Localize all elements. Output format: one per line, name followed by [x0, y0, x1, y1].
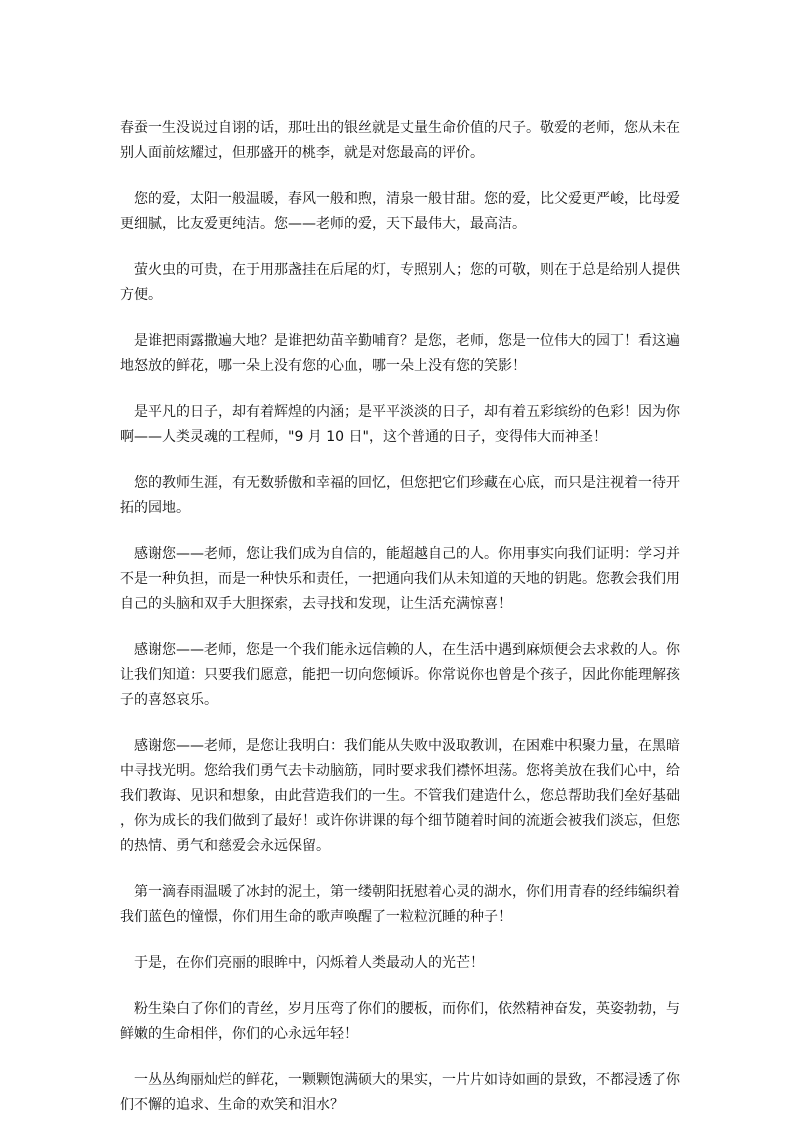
paragraph-gardener: 是谁把雨露撒遍大地？是谁把幼苗辛勤哺育？是您，老师，您是一位伟大的园丁！看这遍地怒放的鲜花，哪一朵上没有您的心血，哪一朵上没有您的笑影！ — [120, 333, 680, 374]
paragraph-thanks-trust: 感谢您——老师，您是一个我们能永远信赖的人，在生活中遇到麻烦便会去求救的人。你让我们知道：只要我们愿意，能把一切向您倾诉。你常说你也曾是个孩子，因此你能理解孩子的喜怒哀乐。 — [120, 642, 680, 708]
paragraph-silkworm: 春蚕一生没说过自诩的话，那吐出的银丝就是丈量生命价值的尺子。敬爱的老师，您从未在别人面前炫耀过，但那盛开的桃李，就是对您最高的评价。 — [120, 120, 680, 161]
paragraph-spring-rain: 第一滴春雨温暖了冰封的泥土，第一缕朝阳抚慰着心灵的湖水，你们用青春的经纬编织着我们蓝色的憧憬，你们用生命的歌声唤醒了一粒粒沉睡的种子！ — [120, 884, 680, 925]
paragraph-grey-hair: 粉生染白了你们的青丝，岁月压弯了你们的腰板，而你们，依然精神奋发，英姿勃勃，与鲜嫩的生命相伴，你们的心永远年轻！ — [120, 1001, 680, 1042]
paragraph-firefly: 萤火虫的可贵，在于用那盏挂在后尾的灯，专照别人；您的可敬，则在于总是给别人提供方便。 — [120, 262, 680, 303]
paragraph-ordinary-day: 是平凡的日子，却有着辉煌的内涵；是平平淡淡的日子，却有着五彩缤纷的色彩！因为你啊——人类灵魂的工程师，"9 月 10 日"，这个普通的日子，变得伟大而神圣！ — [120, 404, 680, 445]
document-page — [120, 116, 684, 1139]
paragraph-flowers: 一丛丛绚丽灿烂的鲜花，一颗颗饱满硕大的果实，一片片如诗如画的景致，不都浸透了你们不懈的追求、生命的欢笑和泪水？ — [120, 1072, 680, 1113]
paragraph-career: 您的教师生涯，有无数骄傲和幸福的回忆，但您把它们珍藏在心底，而只是注视着一待开拓的园地。 — [120, 475, 680, 516]
paragraph-thanks-lessons: 感谢您——老师，是您让我明白：我们能从失败中汲取教训，在困难中积聚力量，在黑暗中寻找光明。您给我们勇气去卡动脑筋，同时要求我们襟怀坦荡。您将美放在我们心中，给我们教诲、见识和想象，由此营造我们的一生。不管我们建造什么，您总帮助我们垒好基础，你为成长的我们做到了最好！或许你讲课的每个细节随着时间的流逝会被我们淡忘，但您的热情、勇气和慈爱会永远保留。 — [120, 738, 680, 854]
paragraph-teacher-love: 您的爱，太阳一般温暖，春风一般和煦，清泉一般甘甜。您的爱，比父爱更严峻，比母爱更细腻，比友爱更纯洁。您——老师的爱，天下最伟大，最高洁。 — [120, 191, 680, 232]
paragraph-thanks-confidence: 感谢您——老师，您让我们成为自信的，能超越自己的人。你用事实向我们证明：学习并不是一种负担，而是一种快乐和责任，一把通向我们从未知道的天地的钥匙。您教会我们用自己的头脑和双手大胆探索，去寻找和发现，让生活充满惊喜！ — [120, 546, 680, 612]
paragraph-eyes: 于是，在你们亮丽的眼眸中，闪烁着人类最动人的光芒！ — [134, 955, 484, 971]
